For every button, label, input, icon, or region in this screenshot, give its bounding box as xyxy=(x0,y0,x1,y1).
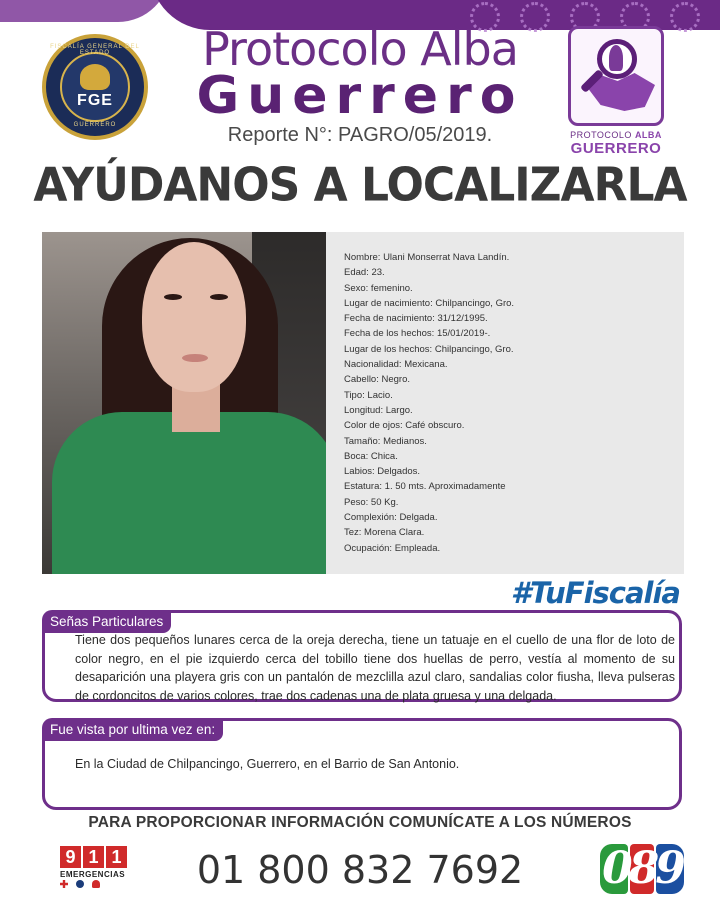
detail-eye-color: Color de ojos: Café obscuro. xyxy=(344,420,465,432)
089-number: 089 xyxy=(602,843,682,894)
detail-name: Nombre: Ulani Monserrat Nava Landín. xyxy=(344,252,510,263)
detail-nationality: Nacionalidad: Mexicana. xyxy=(344,359,448,371)
911-digit: 1 xyxy=(83,846,104,868)
detail-hair-type: Tipo: Lacio. xyxy=(344,389,393,401)
hashtag: #TuFiscalía xyxy=(510,576,680,610)
woman-silhouette-icon xyxy=(609,45,623,71)
detail-height: Estatura: 1. 50 mts. Aproximadamente xyxy=(344,481,506,493)
detail-hair-length: Longitud: Largo. xyxy=(344,404,413,416)
last-seen-box xyxy=(42,718,682,810)
last-seen-label: Fue vista por ultima vez en: xyxy=(42,718,223,741)
distinguishing-marks-label: Señas Particulares xyxy=(42,610,171,633)
report-number: Reporte N°: PAGRO/05/2019. xyxy=(227,124,493,146)
detail-sex: Sexo: femenino. xyxy=(344,282,413,294)
title-protocolo-alba: Protocolo Alba xyxy=(202,22,518,76)
headline: AYÚDANOS A LOCALIZARLA xyxy=(33,158,687,213)
eagle-emblem-icon xyxy=(80,64,110,90)
emergency-911-logo xyxy=(60,846,130,894)
flower-ornament-icon xyxy=(670,2,700,32)
hotline-number[interactable]: 01 800 832 7692 xyxy=(196,848,524,892)
missing-person-photo xyxy=(42,232,326,574)
911-digit: 9 xyxy=(60,846,81,868)
denuncia-089-logo xyxy=(600,842,684,896)
detail-birthdate: Fecha de nacimiento: 31/12/1995. xyxy=(344,313,488,325)
detail-occupation: Ocupación: Empleada. xyxy=(344,542,441,554)
alba-logo-prefix: PROTOCOLO xyxy=(570,130,632,140)
detail-build: Complexión: Delgada. xyxy=(344,512,438,524)
detail-incident-place: Lugar de los hechos: Chilpancingo, Gro. xyxy=(344,343,514,355)
detail-birthplace: Lugar de nacimiento: Chilpancingo, Gro. xyxy=(344,297,515,309)
seal-ring-bottom: GUERRERO xyxy=(73,122,117,128)
detail-mouth: Boca: Chica. xyxy=(344,450,398,462)
distinguishing-marks-box xyxy=(42,610,682,702)
fge-seal-logo xyxy=(42,34,148,140)
seal-ring-top: FISCALÍA GENERAL DEL ESTADO xyxy=(50,44,140,56)
alba-logo-suffix: ALBA xyxy=(634,130,662,140)
police-badge-icon xyxy=(76,880,84,888)
seal-acronym: FGE xyxy=(77,92,113,109)
personal-details-panel xyxy=(326,232,684,574)
distinguishing-marks-text: Tiene dos pequeños lunares cerca de la oreja derecha, tiene un tatuaje en el cuello de una flor de loto de color negro, en el pie izquierdo cerca del tobillo tiene dos huellas de perro, vestía al momento de su desaparición una playera gris con un pantalón de mezclilla azul claro, sandalias color fiusha, lleva pulseras de cordoncitos de varios colores, trae dos cadenas una de plata gruesa y una delgada. xyxy=(75,633,675,703)
protocolo-alba-logo xyxy=(568,26,664,160)
detail-incident-date: Fecha de los hechos: 15/01/2019-. xyxy=(344,328,491,340)
911-label: EMERGENCIAS xyxy=(60,870,126,879)
contact-instructions: PARA PROPORCIONAR INFORMACIÓN COMUNÍCATE A LOS NÚMEROS xyxy=(88,814,632,831)
911-digit: 1 xyxy=(106,846,127,868)
fire-icon xyxy=(92,880,100,888)
detail-weight: Peso: 50 Kg. xyxy=(344,496,399,508)
detail-hair: Cabello: Negro. xyxy=(344,374,411,386)
title-guerrero: Guerrero xyxy=(196,66,524,126)
last-seen-text: En la Ciudad de Chilpancingo, Guerrero, en el Barrio de San Antonio. xyxy=(75,757,460,771)
detail-age: Edad: 23. xyxy=(344,267,385,279)
detail-complexion: Tez: Morena Clara. xyxy=(344,527,425,539)
medical-cross-icon xyxy=(60,880,68,888)
detail-eye-size: Tamaño: Medianos. xyxy=(344,435,427,447)
alba-logo-state: GUERRERO xyxy=(570,140,662,157)
detail-lips: Labios: Delgados. xyxy=(344,466,421,478)
